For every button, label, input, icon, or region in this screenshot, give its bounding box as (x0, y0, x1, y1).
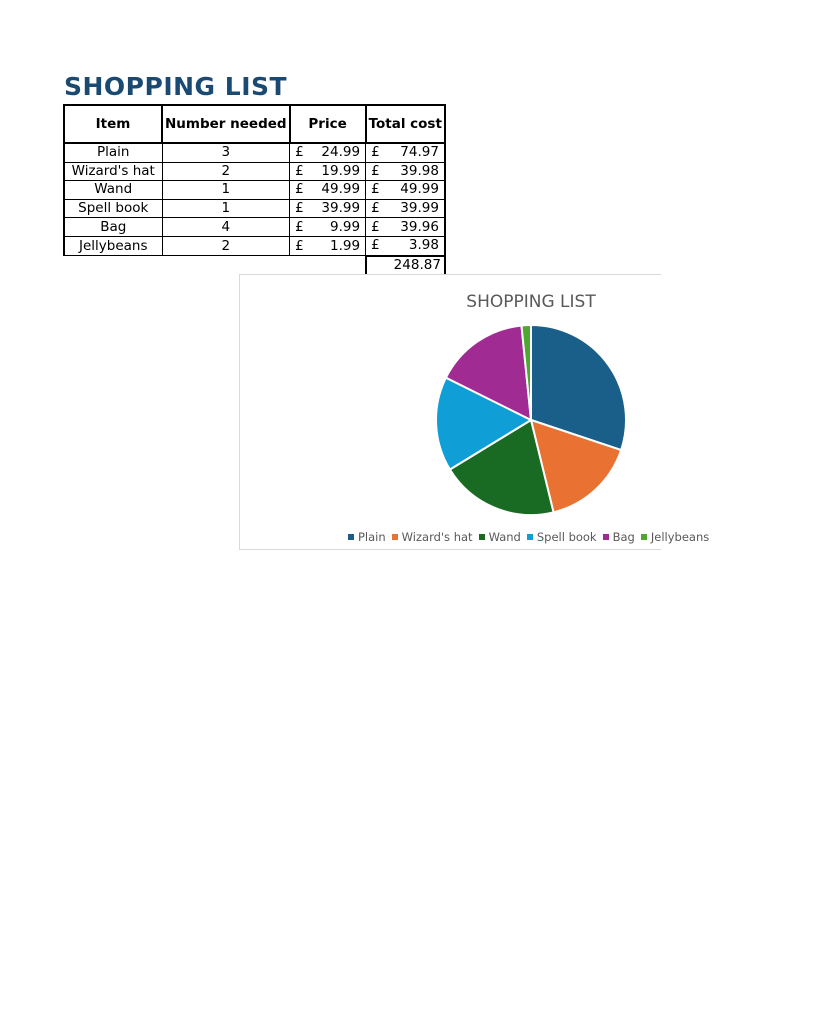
currency-symbol: £ (371, 237, 380, 254)
legend-label: Wand (488, 530, 521, 544)
shopping-table (63, 104, 446, 276)
price-value: 24.99 (321, 144, 361, 161)
price-cell (290, 143, 366, 162)
legend-swatch (348, 534, 354, 540)
total-value: 3.98 (408, 237, 439, 254)
price-value: 49.99 (321, 181, 361, 198)
total-cell (366, 218, 445, 237)
price-cell (290, 162, 366, 181)
currency-symbol: £ (371, 144, 380, 161)
price-cell (290, 199, 366, 218)
legend-swatch (392, 534, 398, 540)
total-value: 74.97 (400, 144, 439, 161)
total-cell (366, 181, 445, 200)
item-cell: Spell book (64, 199, 162, 218)
table-row (64, 143, 445, 162)
legend-label: Spell book (536, 530, 597, 544)
price-cell (290, 181, 366, 200)
header-price: Price (290, 105, 366, 143)
number-cell: 3 (162, 143, 290, 162)
pie-chart (239, 274, 710, 550)
page-title: SHOPPING LIST (64, 72, 288, 101)
item-cell: Bag (64, 218, 162, 237)
number-cell: 1 (162, 199, 290, 218)
currency-symbol: £ (295, 218, 304, 235)
legend-entry (392, 530, 473, 544)
currency-symbol: £ (371, 162, 380, 179)
chart-legend (348, 530, 715, 544)
legend-entry (527, 530, 597, 544)
currency-symbol: £ (295, 181, 304, 198)
total-cell (366, 162, 445, 181)
currency-symbol: £ (295, 162, 304, 179)
price-cell (290, 218, 366, 237)
chart-title: SHOPPING LIST (466, 292, 596, 312)
legend-swatch (603, 534, 609, 540)
grand-total-cell: 248.87 (366, 256, 445, 276)
item-cell: Wizard's hat (64, 162, 162, 181)
legend-swatch (641, 534, 647, 540)
total-cell (366, 143, 445, 162)
total-value: 39.96 (400, 218, 439, 235)
total-value: 39.99 (400, 200, 439, 217)
table-row (64, 181, 445, 200)
header-number-needed: Number needed (162, 105, 290, 143)
currency-symbol: £ (295, 237, 304, 254)
price-value: 1.99 (330, 237, 361, 254)
header-item: Item (64, 105, 162, 143)
currency-symbol: £ (295, 144, 304, 161)
total-value: 39.98 (400, 162, 439, 179)
table-row (64, 236, 445, 255)
legend-entry (348, 530, 386, 544)
legend-entry (641, 530, 709, 544)
price-value: 19.99 (321, 162, 361, 179)
currency-symbol: £ (371, 200, 380, 217)
currency-symbol: £ (371, 181, 380, 198)
legend-label: Wizard's hat (401, 530, 473, 544)
legend-label: Bag (612, 530, 635, 544)
legend-label: Jellybeans (650, 530, 710, 544)
number-cell: 2 (162, 162, 290, 181)
legend-entry (479, 530, 521, 544)
table-row (64, 199, 445, 218)
item-cell: Wand (64, 181, 162, 200)
item-cell: Jellybeans (64, 236, 162, 255)
price-value: 9.99 (330, 218, 361, 235)
price-cell (290, 236, 366, 255)
legend-swatch (479, 534, 485, 540)
total-cell (366, 199, 445, 218)
header-total-cost: Total cost (366, 105, 445, 143)
legend-swatch (527, 534, 533, 540)
price-value: 39.99 (321, 200, 361, 217)
number-cell: 4 (162, 218, 290, 237)
legend-label: Plain (358, 530, 386, 544)
table-row (64, 162, 445, 181)
currency-symbol: £ (295, 200, 304, 217)
pie-chart-svg (240, 275, 661, 549)
table-row (64, 218, 445, 237)
total-cell (366, 236, 445, 255)
legend-entry (603, 530, 635, 544)
number-cell: 2 (162, 236, 290, 255)
currency-symbol: £ (371, 218, 380, 235)
total-value: 49.99 (400, 181, 439, 198)
item-cell: Plain (64, 143, 162, 162)
number-cell: 1 (162, 181, 290, 200)
